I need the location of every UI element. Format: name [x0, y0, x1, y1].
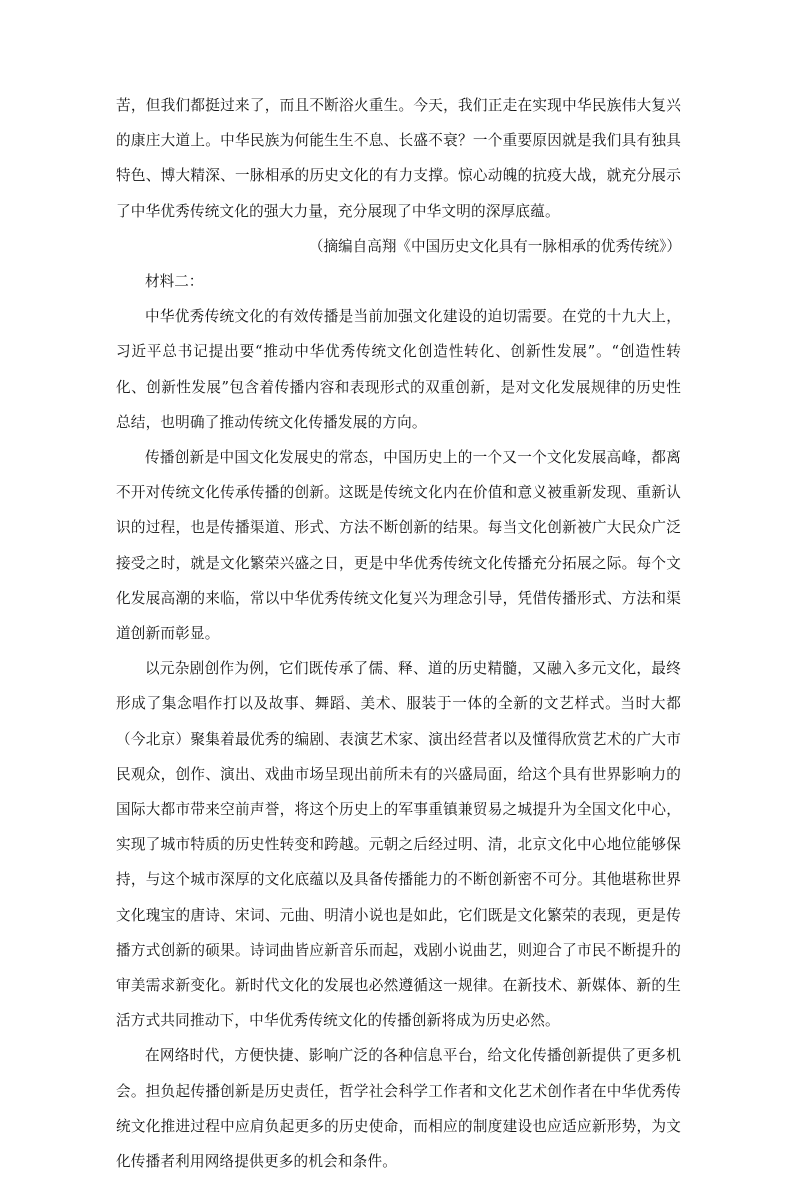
paragraph-1: 中华优秀传统文化的有效传播是当前加强文化建设的迫切需要。在党的十九大上，习近平总书记提出要“推动中华优秀传统文化创造性转化、创新性发展”。“创造性转化、创新性发展”包含着传播内容和表现形式的双重创新，是对文化发展规律的历史性总结，也明确了推动传统文化传播发展的方向。	[116, 308, 681, 431]
document-page	[116, 88, 681, 1179]
paragraph-3: 以元杂剧创作为例，它们既传承了儒、释、道的历史精髓，又融入多元文化，最终形成了集念唱作打以及故事、舞蹈、美术、服装于一体的全新的文艺样式。当时大都（今北京）聚集着最优秀的编剧、表演艺术家、演出经营者以及懂得欣赏艺术的广大市民观众，创作、演出、戏曲市场呈现出前所未有的兴盛局面，给这个具有世界影响力的国际大都市带来空前声誉，将这个历史上的军事重镇兼贸易之城提升为全国文化中心，实现了城市特质的历史性转变和跨越。元朝之后经过明、清，北京文化中心地位能够保持，与这个城市深厚的文化底蕴以及具备传播能力的不断创新密不可分。其他堪称世界文化瑰宝的唐诗、宋词、元曲、明清小说也是如此，它们既是文化繁荣的表现，更是传播方式创新的硕果。诗词曲皆应新音乐而起，戏剧小说曲艺，则迎合了市民不断提升的审美需求新变化。新时代文化的发展也必然遵循这一规律。在新技术、新媒体、新的生活方式共同推动下，中华优秀传统文化的传播创新将成为历史必然。	[116, 660, 681, 1030]
paragraph-2: 传播创新是中国文化发展史的常态，中国历史上的一个又一个文化发展高峰，都离不开对传统文化传承传播的创新。这既是传统文化内在价值和意义被重新发现、重新认识的过程，也是传播渠道、形式、方法不断创新的结果。每当文化创新被广大民众广泛接受之时，就是文化繁荣兴盛之日，更是中华优秀传统文化传播充分拓展之际。每个文化发展高潮的来临，常以中华优秀传统文化复兴为理念引导，凭借传播形式、方法和渠道创新而彰显。	[116, 449, 681, 643]
paragraph-continuation: 苦，但我们都挺过来了，而且不断浴火重生。今天，我们正走在实现中华民族伟大复兴的康庄大道上。中华民族为何能生生不息、长盛不衰？一个重要原因就是我们具有独具特色、博大精深、一脉相承的历史文化的有力支撑。惊心动魄的抗疫大战，就充分展示了中华优秀传统文化的强大力量，充分展现了中华文明的深厚底蕴。	[116, 97, 681, 220]
source-citation: （摘编自高翔《中国历史文化具有一脉相承的优秀传统》）	[308, 237, 681, 255]
section-heading-material-two: 材料二：	[145, 273, 204, 291]
paragraph-4: 在网络时代，方便快捷、影响广泛的各种信息平台，给文化传播创新提供了更多机会。担负起传播创新是历史责任，哲学社会科学工作者和文化艺术创作者在中华优秀传统文化推进过程中应肩负起更多的历史使命，而相应的制度建设也应适应新形势，为文化传播者利用网络提供更多的机会和条件。	[116, 1047, 681, 1171]
